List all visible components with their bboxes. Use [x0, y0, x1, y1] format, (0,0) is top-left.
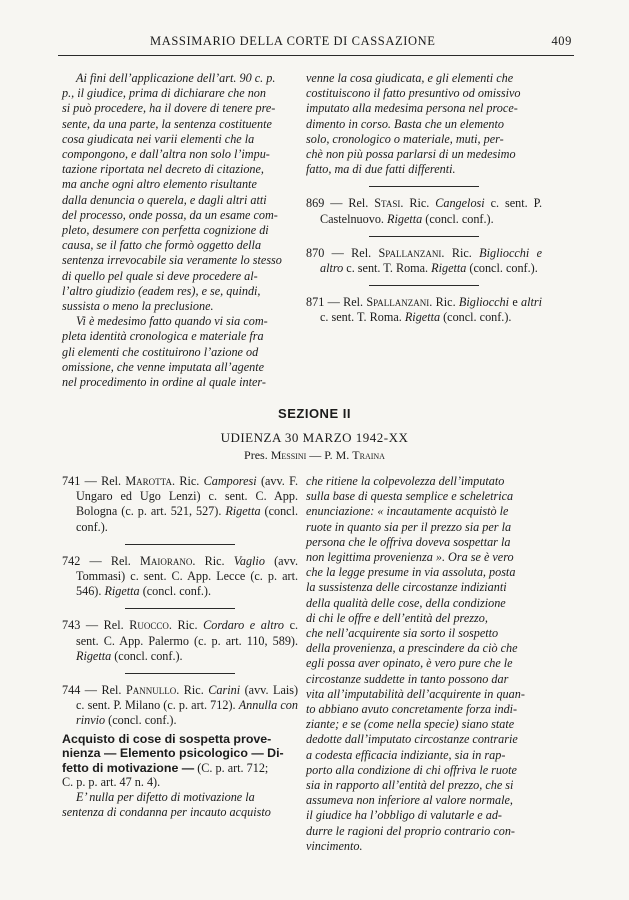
rapporteur-name: Ruocco.	[129, 618, 172, 633]
entry-741: 741 — Rel. Marotta. Ric. Camporesi (avv. F. Ungaro ed Ugo Lenzi) c. sent. C. App. Bologna (c. p. art. 521, 527). Rigetta (concl. conf.).	[62, 474, 299, 534]
text-line: persona che le offriva doveva sospettar la	[306, 534, 511, 549]
text-line: l’altro giudizio (eadem res), e se, quindi,	[62, 283, 261, 298]
entry-744: 744 — Rel. Pannullo. Ric. Carini (avv. Lais) c. sent. P. Milano (c. p. art. 712). Annulla con rinvio (concl. conf.).	[62, 683, 299, 728]
text-line: di quello pel quale si deve procedere al-	[62, 268, 258, 283]
text-line: a codesta efficacia indiziante, sia in rap-	[306, 747, 506, 762]
text-line: causa, se il fatto che formò oggetto della	[62, 238, 262, 253]
text-line: sia in rapporto all’entità del prezzo, che si	[306, 778, 514, 793]
text-line: che la legge presume in via assoluta, posta	[306, 565, 516, 580]
text-line: sente, da una parte, la sentenza costituente	[62, 116, 272, 131]
text-line: p., il giudice, prima di dichiarare che non	[62, 86, 266, 101]
text-line: pleto, desumere con perfetta cognizione di	[62, 223, 269, 238]
text-line: il giudice ha l’obbligo di valutarle e ad-	[306, 808, 502, 823]
prosecutor-name: Traina	[352, 448, 385, 462]
text-line: non legittima provenienza ». Ora se è vero	[306, 550, 514, 565]
separator	[125, 608, 235, 609]
text-line: venne la cosa giudicata, e gli elementi che	[306, 71, 514, 85]
appellant-name: Bigliocchi	[458, 295, 510, 310]
rapporteur-name: Spallanzani.	[366, 295, 433, 310]
text-line: che nell’acquirente sia sorto il sospetto	[306, 626, 499, 641]
separator	[369, 236, 479, 237]
text-line: nel procedimento in ordine al quale inter-	[62, 375, 266, 390]
text-line: Ai fini dell’applicazione dell’art. 90 c. p.	[76, 71, 276, 85]
text-line: assumeva non inferiore al valore normale,	[306, 793, 513, 808]
outcome: Rigetta	[431, 261, 467, 276]
text-line: Vi è medesimo fatto quando vi sia com-	[76, 314, 268, 329]
topic-heading: Acquisto di cose di sospetta prove- nienza — Elemento psicologico — Di- fetto di motivazione — (C. p. art. 712; C. p. p. art. 47 n. 4).	[62, 731, 284, 790]
text-line: ziante; e se (come nella specie) siano state	[306, 717, 515, 732]
text-line: compongono, e dall’altra non solo l’impu-	[62, 147, 270, 162]
section-title: SEZIONE II	[278, 406, 351, 421]
text-line: costituiscono il fatto presuntivo od omissivo	[306, 86, 521, 101]
text-line: E’ nulla per difetto di motivazione la	[76, 790, 255, 805]
outcome: Rigetta	[387, 211, 423, 226]
text-line: tazione riportata nel decreto di citazione,	[62, 162, 264, 177]
text-line: sulla base di questa semplice e scheletrica	[306, 489, 514, 504]
text-line: circostanze suddette in tanto possono dar	[306, 671, 509, 686]
text-line: to abbiano avuto concretamente forza indi-	[306, 702, 518, 717]
bottom-left-column	[62, 474, 298, 820]
text-line: imputato alla medesima persona nel proce-	[306, 101, 518, 116]
maxim-continuation	[306, 71, 542, 177]
text-line: cosa giudicata nei varii elementi che la	[62, 131, 255, 146]
outcome: Rigetta	[225, 504, 261, 519]
hearing-date: UDIENZA 30 MARZO 1942-XX	[220, 430, 409, 445]
text-line: la sussistenza delle circostanze indizianti	[306, 580, 507, 595]
top-right-column	[306, 71, 542, 326]
appellant-name: Carini	[208, 683, 241, 698]
rapporteur-name: Pannullo.	[125, 683, 180, 698]
text-line: del processo, onde possa, da un esame com-	[62, 207, 278, 222]
separator	[125, 544, 235, 545]
appellant-name: Bigliocchi e	[479, 245, 542, 260]
text-line: dimento in corso. Basta che un elemento	[306, 116, 505, 131]
entry-743: 743 — Rel. Ruocco. Ric. Cordaro e altro c. sent. C. App. Palermo (c. p. art. 110, 589). Rigetta (concl. conf.).	[62, 618, 299, 663]
text-line: vincimento.	[306, 838, 363, 853]
text-line: che ritiene la colpevolezza dell’imputato	[306, 474, 505, 488]
text-line: durre le ragioni del proprio contrario con-	[306, 823, 515, 838]
text-line: chè non più possa parlarsi di un medesimo	[306, 147, 516, 162]
appellant-name: Camporesi	[203, 474, 257, 488]
outcome: Rigetta	[76, 648, 112, 663]
rapporteur-name: Marotta.	[125, 474, 176, 488]
text-line: pleta identità cronologica e materiale fra	[62, 329, 264, 344]
entry-871: 871 — Rel. Spallanzani. Ric. Bigliocchi e altri c. sent. T. Roma. Rigetta (concl. conf.).	[306, 295, 543, 325]
outcome: Annulla con rinvio	[76, 698, 298, 728]
appellant-name: Cordaro e altro	[203, 618, 285, 633]
entry-742: 742 — Rel. Maiorano. Ric. Vaglio (avv. Tommasi) c. sent. C. App. Lecce (c. p. art. 546). Rigetta (concl. conf.).	[62, 553, 299, 599]
entry-870: 870 — Rel. Spallanzani. Ric. Bigliocchi e altro c. sent. T. Roma. Rigetta (concl. conf.).	[306, 245, 542, 276]
text-line: gli elementi che costituirono l’azione od	[62, 344, 259, 359]
text-line: egli possa aver opinato, è vero pure che le	[306, 656, 513, 671]
outcome: Rigetta	[104, 584, 140, 599]
text-line: vita all’imputabilità dell’acquirente in quan-	[306, 686, 525, 701]
court-composition: Pres. Messini — P. M. Traina	[244, 448, 385, 462]
text-line: sentenza irrevocabile sia veramente lo stesso	[62, 253, 282, 268]
president-name: Messini	[270, 448, 307, 462]
header-rule	[58, 55, 574, 56]
separator	[369, 285, 479, 286]
text-line: sentenza di condanna per incauto acquisto	[62, 805, 271, 820]
page-number: 409	[551, 34, 572, 48]
appellant-name: Vaglio	[233, 553, 265, 568]
text-line: della qualità delle cose, della condizione	[306, 595, 506, 610]
text-line: sussista o meno la preclusione.	[62, 299, 214, 314]
rapporteur-name: Maiorano.	[140, 553, 196, 568]
text-line: ma anche ogni altro elemento risultante	[62, 177, 257, 192]
text-line: porto alla condizione di chi offriva le ruote	[306, 762, 517, 777]
text-line: omissione, che venne imputata all’agente	[62, 359, 265, 374]
text-line: ruote in quanto sia per il prezzo sia per la	[306, 519, 512, 534]
text-line: della provenienza, a prescindere da ciò che	[306, 641, 518, 656]
rapporteur-name: Stasi.	[374, 196, 404, 211]
bottom-right-column	[306, 474, 542, 854]
text-line: fatto, ma di due fatti differenti.	[306, 162, 456, 177]
text-line: dedotte dall’imputato circostanze contrarie	[306, 732, 518, 747]
top-left-column	[62, 71, 298, 390]
text-line: enunciazione: « incautamente acquistò le	[306, 504, 509, 519]
separator	[369, 186, 479, 187]
text-line: dalla denuncia o querela, e dagli altri atti	[62, 192, 267, 207]
journal-title: MASSIMARIO DELLA CORTE DI CASSAZIONE	[150, 34, 436, 48]
text-line: si può procedere, ha il dovere di tenere pre-	[62, 101, 276, 116]
separator	[125, 673, 235, 674]
entry-869: 869 — Rel. Stasi. Ric. Cangelosi c. sent. P. Castelnuovo. Rigetta (concl. conf.).	[306, 196, 543, 226]
maxim-text	[62, 790, 298, 820]
outcome: Rigetta	[404, 310, 441, 325]
rapporteur-name: Spallanzani.	[378, 245, 445, 260]
text-line: di chi le offre e dell’entità del prezzo,	[306, 610, 488, 625]
text-line: solo, cronologico o materiale, muti, per-	[306, 131, 504, 146]
appellant-name: Cangelosi	[435, 196, 485, 211]
